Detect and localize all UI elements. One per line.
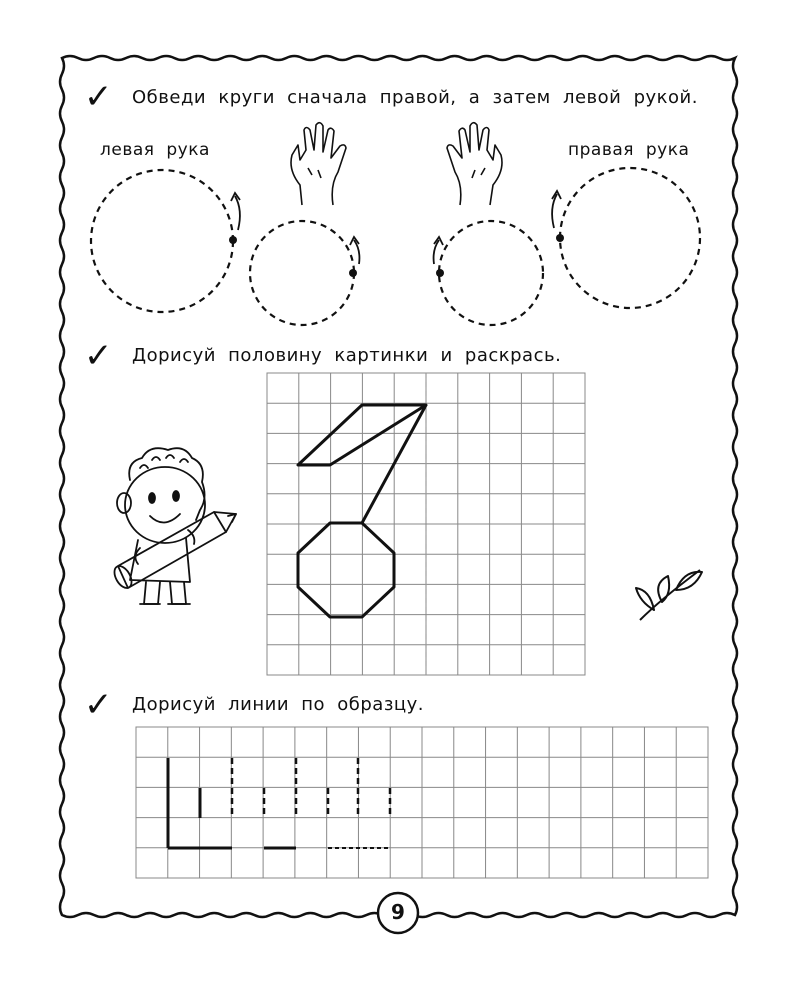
tracing-circle-left-large [91,170,233,312]
task-2-instruction: Дорисуй половину картинки и раскрась. [132,345,562,366]
sample-lines [168,758,390,848]
tracing-circle-left-small [250,221,354,325]
check-mark-icon: ✓ [84,77,113,117]
start-dots [229,234,564,277]
start-dot [229,236,237,244]
task-1-instruction: Обведи круги сначала правой, а затем левой рукой. [132,87,698,108]
right-hand-icon [447,123,502,205]
right-hand-label: правая рука [568,140,690,160]
task-3-instruction: Дорисуй линии по образцу. [132,694,425,715]
tracing-circle-right-large [560,168,700,308]
boy-with-pencil-icon [111,448,236,604]
start-dot [349,269,357,277]
octagon-shape [298,523,394,617]
direction-arrows [231,191,561,264]
leaf-sprig-icon [636,570,702,620]
left-hand-icon [291,123,346,205]
tracing-circle-right-small [439,221,543,325]
left-hand-label: левая рука [100,140,210,160]
start-dot [556,234,564,242]
page-number: 9 [391,900,405,924]
tracing-grid [136,727,708,878]
tracing-circles [91,168,700,325]
check-mark-icon: ✓ [84,336,113,376]
start-dot [436,269,444,277]
arrow-icon [235,196,240,230]
check-mark-icon: ✓ [84,685,113,725]
